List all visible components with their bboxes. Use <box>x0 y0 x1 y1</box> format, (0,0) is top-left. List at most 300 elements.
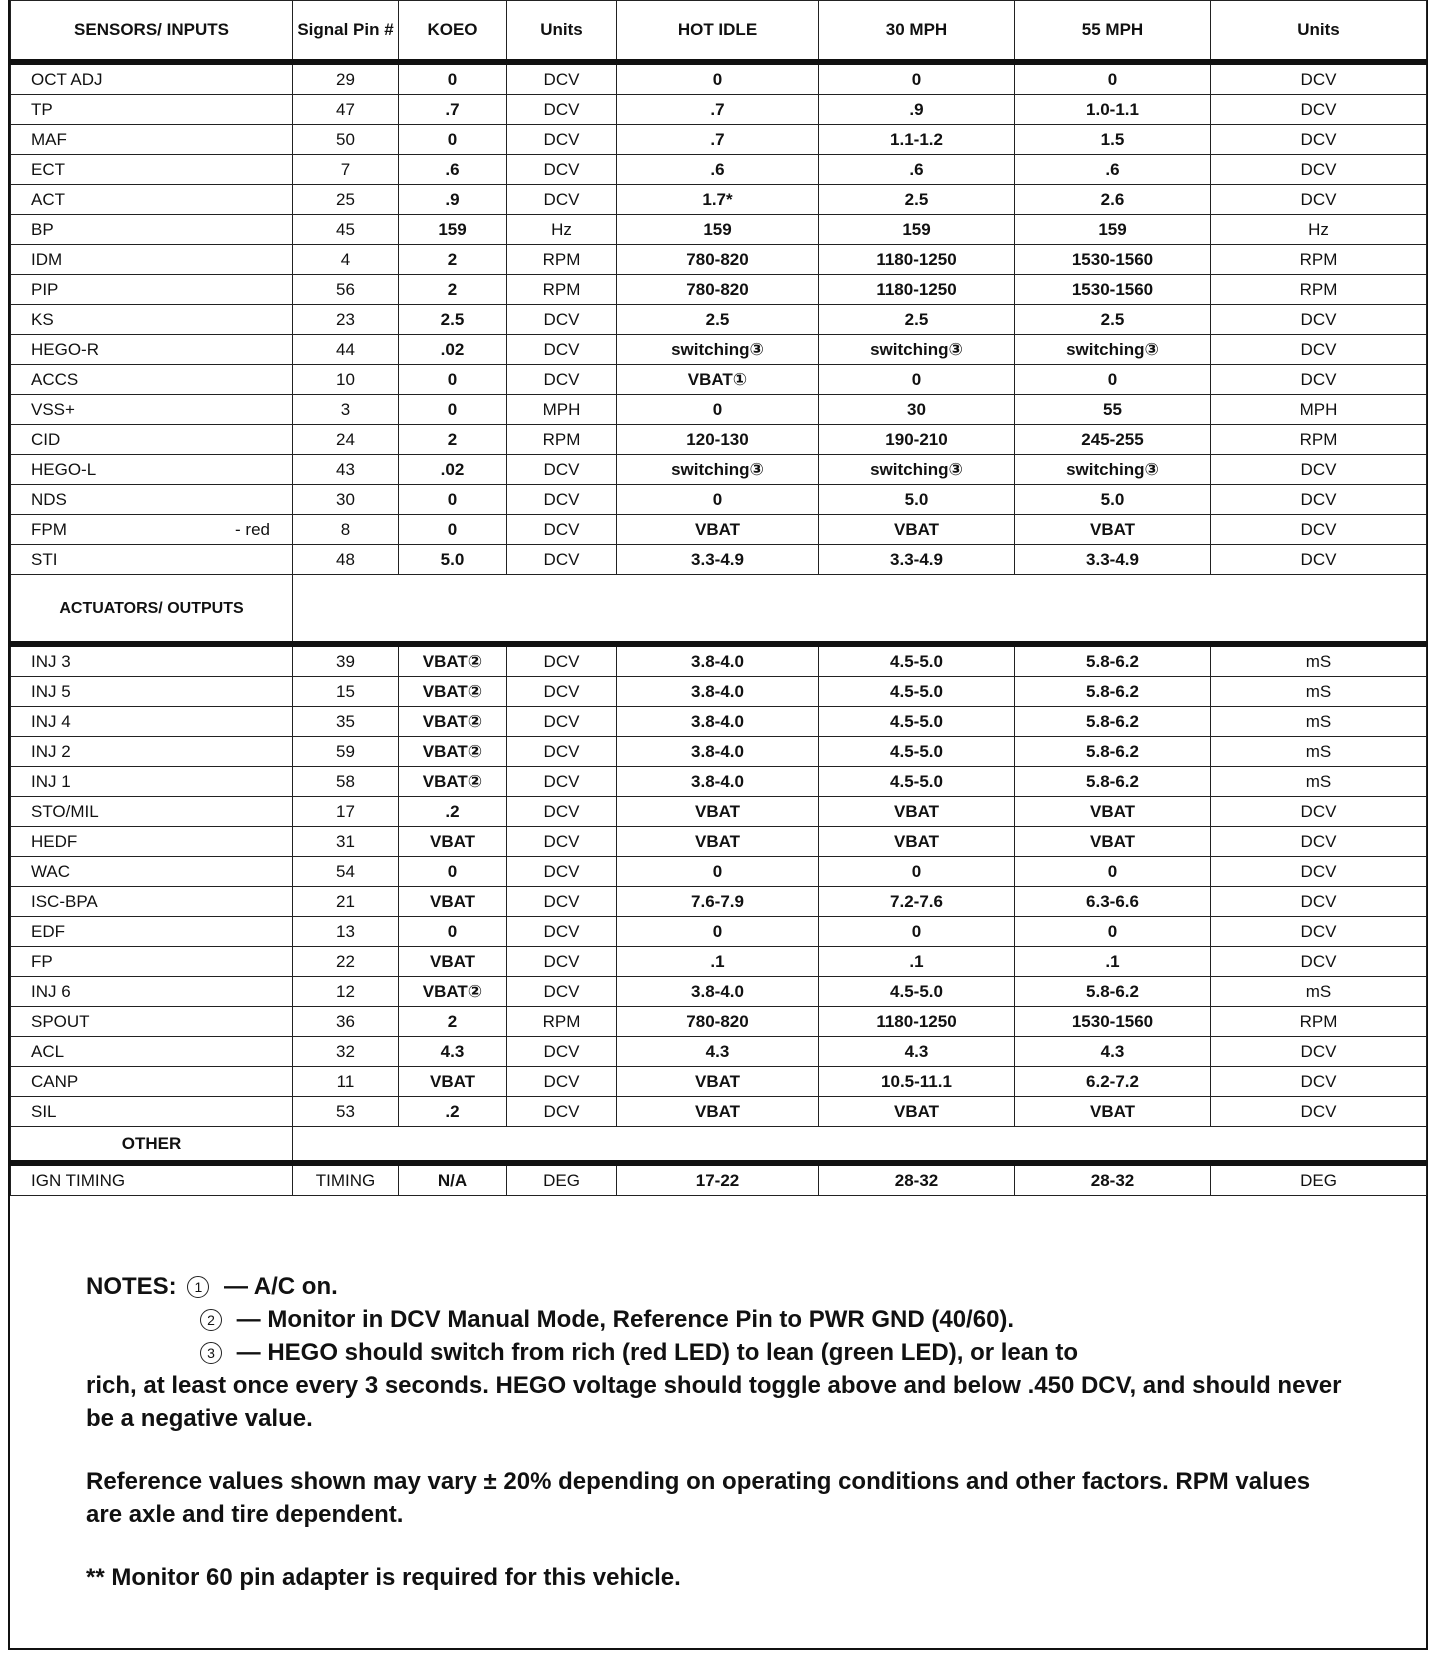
unit-cell: RPM <box>1211 1007 1427 1037</box>
value-cell: 0 <box>399 857 507 887</box>
table-row <box>11 365 1427 395</box>
value-cell: 245-255 <box>1015 425 1211 455</box>
value-cell: 2 <box>399 425 507 455</box>
signal-name: ACCS <box>11 365 293 395</box>
unit-cell: MPH <box>1211 395 1427 425</box>
value-cell: 5.8-6.2 <box>1015 707 1211 737</box>
unit-cell: DCV <box>1211 335 1427 365</box>
value-cell: 17-22 <box>617 1163 819 1196</box>
value-cell: 4.5-5.0 <box>819 767 1015 797</box>
unit-cell: RPM <box>507 1007 617 1037</box>
signal-name: MAF <box>11 125 293 155</box>
unit-cell: DCV <box>1211 155 1427 185</box>
value-cell: VBAT <box>399 887 507 917</box>
value-cell: 1530-1560 <box>1015 245 1211 275</box>
unit-cell: RPM <box>1211 425 1427 455</box>
pin-number: 56 <box>293 275 399 305</box>
other-section <box>11 1127 1427 1164</box>
circled-number-icon: 1 <box>187 1276 209 1298</box>
actuators-heading: ACTUATORS/ OUTPUTS <box>11 575 293 645</box>
value-cell: VBAT <box>617 515 819 545</box>
unit-cell: DCV <box>507 1067 617 1097</box>
reference-values-table <box>10 0 1427 1196</box>
col-header: Signal Pin # <box>293 1 399 63</box>
section-row <box>11 575 1427 645</box>
value-cell: 2.5 <box>617 305 819 335</box>
value-cell: 780-820 <box>617 245 819 275</box>
value-cell: 4.3 <box>819 1037 1015 1067</box>
value-cell: 0 <box>1015 917 1211 947</box>
notes-block <box>86 1270 1346 1594</box>
pin-number: 54 <box>293 857 399 887</box>
pin-number: 11 <box>293 1067 399 1097</box>
value-cell: 1180-1250 <box>819 1007 1015 1037</box>
value-cell: .7 <box>617 125 819 155</box>
header-row <box>11 1 1427 63</box>
unit-cell: DCV <box>507 515 617 545</box>
table-row <box>11 155 1427 185</box>
value-cell: 5.0 <box>819 485 1015 515</box>
value-cell: VBAT① <box>617 365 819 395</box>
signal-name: HEDF <box>11 827 293 857</box>
signal-name: OCT ADJ <box>11 62 293 95</box>
signal-name: CANP <box>11 1067 293 1097</box>
value-cell: 3.3-4.9 <box>617 545 819 575</box>
value-cell: .6 <box>819 155 1015 185</box>
table-row <box>11 395 1427 425</box>
pin-number: 35 <box>293 707 399 737</box>
unit-cell: DCV <box>507 155 617 185</box>
pin-number: 17 <box>293 797 399 827</box>
pin-number: 10 <box>293 365 399 395</box>
unit-cell: mS <box>1211 677 1427 707</box>
table-row <box>11 737 1427 767</box>
signal-name: BP <box>11 215 293 245</box>
pin-number: 43 <box>293 455 399 485</box>
value-cell: .1 <box>1015 947 1211 977</box>
unit-cell: DCV <box>1211 185 1427 215</box>
value-cell: 1.1-1.2 <box>819 125 1015 155</box>
signal-name: INJ 2 <box>11 737 293 767</box>
value-cell: 780-820 <box>617 1007 819 1037</box>
table-row <box>11 245 1427 275</box>
value-cell: 2.5 <box>819 185 1015 215</box>
actuators-section <box>11 575 1427 645</box>
signal-name: STI <box>11 545 293 575</box>
unit-cell: DCV <box>507 707 617 737</box>
pin-number: 45 <box>293 215 399 245</box>
diagnostic-sheet <box>8 0 1428 1650</box>
table-row <box>11 125 1427 155</box>
note-text: — HEGO should switch from rich (red LED) to lean (green LED), or lean to <box>236 1339 1079 1366</box>
value-cell: VBAT② <box>399 977 507 1007</box>
pin-number: 13 <box>293 917 399 947</box>
pin-number: 32 <box>293 1037 399 1067</box>
signal-name: SPOUT <box>11 1007 293 1037</box>
unit-cell: DEG <box>507 1163 617 1196</box>
value-cell: .6 <box>1015 155 1211 185</box>
value-cell: 2.5 <box>1015 305 1211 335</box>
value-cell: 2.5 <box>819 305 1015 335</box>
value-cell: 5.8-6.2 <box>1015 767 1211 797</box>
table-row <box>11 275 1427 305</box>
value-cell: .1 <box>617 947 819 977</box>
value-cell: VBAT <box>617 1097 819 1127</box>
table-row <box>11 485 1427 515</box>
pin-number: 30 <box>293 485 399 515</box>
pin-number: 58 <box>293 767 399 797</box>
value-cell: 10.5-11.1 <box>819 1067 1015 1097</box>
value-cell: .6 <box>617 155 819 185</box>
unit-cell: DCV <box>1211 125 1427 155</box>
pin-number: 15 <box>293 677 399 707</box>
signal-name: KS <box>11 305 293 335</box>
value-cell: 0 <box>617 857 819 887</box>
value-cell: 3.8-4.0 <box>617 977 819 1007</box>
signal-name: INJ 1 <box>11 767 293 797</box>
pin-number: 12 <box>293 977 399 1007</box>
col-header: KOEO <box>399 1 507 63</box>
value-cell: VBAT② <box>399 677 507 707</box>
value-cell: .2 <box>399 1097 507 1127</box>
table-row <box>11 215 1427 245</box>
col-header: HOT IDLE <box>617 1 819 63</box>
value-cell: 0 <box>819 917 1015 947</box>
value-cell: .02 <box>399 335 507 365</box>
unit-cell: DCV <box>1211 1097 1427 1127</box>
value-cell: 3.8-4.0 <box>617 677 819 707</box>
pin-number: 25 <box>293 185 399 215</box>
value-cell: .2 <box>399 797 507 827</box>
value-cell: 1.5 <box>1015 125 1211 155</box>
value-cell: 4.5-5.0 <box>819 677 1015 707</box>
pin-number: 3 <box>293 395 399 425</box>
value-cell: 159 <box>819 215 1015 245</box>
unit-cell: RPM <box>507 245 617 275</box>
signal-name: EDF <box>11 917 293 947</box>
note-3-continued: rich, at least once every 3 seconds. HEGO voltage should toggle above and below .450 DCV, and should never be a negative value. <box>86 1372 1342 1432</box>
value-cell: switching③ <box>617 455 819 485</box>
table-row <box>11 1037 1427 1067</box>
unit-cell: DCV <box>507 185 617 215</box>
signal-name: ISC-BPA <box>11 887 293 917</box>
table-row <box>11 1163 1427 1196</box>
unit-cell: DCV <box>507 125 617 155</box>
unit-cell: Hz <box>1211 215 1427 245</box>
reference-note: Reference values shown may vary ± 20% depending on operating conditions and other factors. RPM values are axle and tire dependent. <box>86 1468 1311 1528</box>
pin-number: 53 <box>293 1097 399 1127</box>
value-cell: 5.8-6.2 <box>1015 977 1211 1007</box>
note-text: — Monitor in DCV Manual Mode, Reference Pin to PWR GND (40/60). <box>236 1306 1015 1333</box>
value-cell: 5.8-6.2 <box>1015 737 1211 767</box>
value-cell: 4.3 <box>1015 1037 1211 1067</box>
table-row <box>11 335 1427 365</box>
value-cell: 4.5-5.0 <box>819 977 1015 1007</box>
unit-cell: DCV <box>507 1037 617 1067</box>
table-row <box>11 857 1427 887</box>
circled-number-icon: 3 <box>200 1342 222 1364</box>
note-1 <box>86 1270 1346 1303</box>
unit-cell: DCV <box>507 917 617 947</box>
pin-number: TIMING <box>293 1163 399 1196</box>
unit-cell: DCV <box>507 305 617 335</box>
unit-cell: mS <box>1211 737 1427 767</box>
note-text: — A/C on. <box>224 1273 338 1300</box>
unit-cell: DCV <box>1211 365 1427 395</box>
unit-cell: DCV <box>507 455 617 485</box>
unit-cell: DCV <box>507 827 617 857</box>
value-cell: 4.5-5.0 <box>819 644 1015 677</box>
value-cell: 3.8-4.0 <box>617 767 819 797</box>
value-cell: VBAT② <box>399 737 507 767</box>
value-cell: .7 <box>399 95 507 125</box>
value-cell: VBAT <box>1015 515 1211 545</box>
unit-cell: RPM <box>507 425 617 455</box>
value-cell: 159 <box>399 215 507 245</box>
unit-cell: mS <box>1211 767 1427 797</box>
value-cell: 780-820 <box>617 275 819 305</box>
value-cell: 0 <box>399 917 507 947</box>
other-heading: OTHER <box>11 1127 293 1164</box>
value-cell: VBAT <box>399 827 507 857</box>
value-cell: 2 <box>399 1007 507 1037</box>
value-cell: 0 <box>1015 62 1211 95</box>
signal-name: WAC <box>11 857 293 887</box>
unit-cell: DCV <box>507 767 617 797</box>
value-cell: 3.3-4.9 <box>819 545 1015 575</box>
section-row <box>11 1127 1427 1164</box>
section-blank <box>293 575 1427 645</box>
pin-number: 29 <box>293 62 399 95</box>
unit-cell: DCV <box>507 485 617 515</box>
unit-cell: DCV <box>507 644 617 677</box>
table-row <box>11 917 1427 947</box>
unit-cell: DCV <box>1211 947 1427 977</box>
value-cell: .02 <box>399 455 507 485</box>
value-cell: VBAT <box>1015 827 1211 857</box>
unit-cell: MPH <box>507 395 617 425</box>
unit-cell: mS <box>1211 644 1427 677</box>
value-cell: 0 <box>399 395 507 425</box>
wire-color-label: - red <box>235 519 270 539</box>
pin-number: 31 <box>293 827 399 857</box>
value-cell: VBAT② <box>399 707 507 737</box>
unit-cell: DCV <box>507 365 617 395</box>
value-cell: VBAT <box>819 515 1015 545</box>
note-2 <box>86 1303 1346 1336</box>
pin-number: 48 <box>293 545 399 575</box>
table-row <box>11 767 1427 797</box>
table-row <box>11 707 1427 737</box>
unit-cell: DCV <box>1211 1037 1427 1067</box>
unit-cell: Hz <box>507 215 617 245</box>
value-cell: 4.5-5.0 <box>819 707 1015 737</box>
value-cell: 5.0 <box>399 545 507 575</box>
unit-cell: DCV <box>1211 857 1427 887</box>
value-cell: 6.2-7.2 <box>1015 1067 1211 1097</box>
unit-cell: DCV <box>507 62 617 95</box>
value-cell: 0 <box>819 62 1015 95</box>
value-cell: .9 <box>399 185 507 215</box>
section-blank <box>293 1127 1427 1164</box>
value-cell: 28-32 <box>819 1163 1015 1196</box>
signal-name: PIP <box>11 275 293 305</box>
value-cell: .1 <box>819 947 1015 977</box>
table-row <box>11 1097 1427 1127</box>
unit-cell: DCV <box>1211 545 1427 575</box>
table-row <box>11 677 1427 707</box>
signal-name: INJ 4 <box>11 707 293 737</box>
unit-cell: RPM <box>1211 275 1427 305</box>
pin-number: 21 <box>293 887 399 917</box>
value-cell: 0 <box>617 62 819 95</box>
actuator-rows <box>11 644 1427 1127</box>
unit-cell: DCV <box>1211 917 1427 947</box>
signal-name: IDM <box>11 245 293 275</box>
unit-cell: DCV <box>507 977 617 1007</box>
value-cell: 3.8-4.0 <box>617 707 819 737</box>
unit-cell: DCV <box>1211 455 1427 485</box>
value-cell: VBAT <box>819 1097 1015 1127</box>
value-cell: 6.3-6.6 <box>1015 887 1211 917</box>
value-cell: 2.6 <box>1015 185 1211 215</box>
pin-number: 44 <box>293 335 399 365</box>
value-cell: 1.7* <box>617 185 819 215</box>
value-cell: switching③ <box>819 455 1015 485</box>
table-row <box>11 185 1427 215</box>
value-cell: VBAT <box>819 827 1015 857</box>
unit-cell: DCV <box>1211 62 1427 95</box>
col-header: 55 MPH <box>1015 1 1211 63</box>
sensor-rows <box>11 62 1427 575</box>
signal-name: TP <box>11 95 293 125</box>
value-cell: VBAT <box>819 797 1015 827</box>
value-cell: N/A <box>399 1163 507 1196</box>
unit-cell: DCV <box>507 545 617 575</box>
value-cell: 190-210 <box>819 425 1015 455</box>
value-cell: 55 <box>1015 395 1211 425</box>
pin-number: 8 <box>293 515 399 545</box>
value-cell: 7.6-7.9 <box>617 887 819 917</box>
pin-number: 24 <box>293 425 399 455</box>
table-row <box>11 1007 1427 1037</box>
value-cell: 0 <box>399 62 507 95</box>
value-cell: 4.5-5.0 <box>819 737 1015 767</box>
value-cell: VBAT <box>617 1067 819 1097</box>
unit-cell: DCV <box>507 677 617 707</box>
adapter-note: ** Monitor 60 pin adapter is required for this vehicle. <box>86 1564 681 1591</box>
value-cell: switching③ <box>1015 335 1211 365</box>
pin-number: 50 <box>293 125 399 155</box>
signal-name: ECT <box>11 155 293 185</box>
value-cell: VBAT <box>1015 1097 1211 1127</box>
pin-number: 59 <box>293 737 399 767</box>
value-cell: 159 <box>1015 215 1211 245</box>
value-cell: 0 <box>617 917 819 947</box>
value-cell: .9 <box>819 95 1015 125</box>
table-row <box>11 1067 1427 1097</box>
other-rows <box>11 1163 1427 1196</box>
signal-name: HEGO-L <box>11 455 293 485</box>
col-header: Units <box>507 1 617 63</box>
signal-name: INJ 6 <box>11 977 293 1007</box>
signal-name: STO/MIL <box>11 797 293 827</box>
unit-cell: RPM <box>1211 245 1427 275</box>
signal-name: SIL <box>11 1097 293 1127</box>
signal-name: CID <box>11 425 293 455</box>
table-row <box>11 947 1427 977</box>
value-cell: switching③ <box>1015 455 1211 485</box>
value-cell: 1.0-1.1 <box>1015 95 1211 125</box>
signal-name: NDS <box>11 485 293 515</box>
note-3 <box>86 1336 1346 1369</box>
unit-cell: DCV <box>1211 485 1427 515</box>
value-cell: switching③ <box>819 335 1015 365</box>
unit-cell: DCV <box>507 857 617 887</box>
unit-cell: DCV <box>507 95 617 125</box>
value-cell: 5.8-6.2 <box>1015 677 1211 707</box>
value-cell: 0 <box>819 365 1015 395</box>
value-cell: 5.0 <box>1015 485 1211 515</box>
value-cell: 7.2-7.6 <box>819 887 1015 917</box>
value-cell: 0 <box>1015 857 1211 887</box>
pin-number: 23 <box>293 305 399 335</box>
signal-name: INJ 3 <box>11 644 293 677</box>
unit-cell: DCV <box>1211 95 1427 125</box>
value-cell: 0 <box>399 485 507 515</box>
unit-cell: DCV <box>507 737 617 767</box>
value-cell: 159 <box>617 215 819 245</box>
col-header: 30 MPH <box>819 1 1015 63</box>
value-cell: VBAT <box>617 797 819 827</box>
value-cell: VBAT② <box>399 644 507 677</box>
value-cell: 120-130 <box>617 425 819 455</box>
unit-cell: DCV <box>1211 1067 1427 1097</box>
table-row <box>11 455 1427 485</box>
signal-name: IGN TIMING <box>11 1163 293 1196</box>
value-cell: 3.8-4.0 <box>617 644 819 677</box>
value-cell: switching③ <box>617 335 819 365</box>
pin-number: 39 <box>293 644 399 677</box>
value-cell: 3.8-4.0 <box>617 737 819 767</box>
col-header: SENSORS/ INPUTS <box>11 1 293 63</box>
signal-name: FP <box>11 947 293 977</box>
unit-cell: RPM <box>507 275 617 305</box>
notes-label: NOTES: <box>86 1273 177 1300</box>
table-row <box>11 515 1427 545</box>
signal-name: ACL <box>11 1037 293 1067</box>
value-cell: .7 <box>617 95 819 125</box>
signal-name: HEGO-R <box>11 335 293 365</box>
pin-number: 4 <box>293 245 399 275</box>
value-cell: VBAT② <box>399 767 507 797</box>
unit-cell: DCV <box>507 887 617 917</box>
table-row <box>11 887 1427 917</box>
value-cell: 3.3-4.9 <box>1015 545 1211 575</box>
unit-cell: DCV <box>507 1097 617 1127</box>
unit-cell: DCV <box>1211 515 1427 545</box>
pin-number: 7 <box>293 155 399 185</box>
value-cell: 0 <box>617 485 819 515</box>
value-cell: 4.3 <box>399 1037 507 1067</box>
col-header: Units <box>1211 1 1427 63</box>
pin-number: 22 <box>293 947 399 977</box>
value-cell: 0 <box>399 515 507 545</box>
value-cell: 1530-1560 <box>1015 1007 1211 1037</box>
unit-cell: DEG <box>1211 1163 1427 1196</box>
value-cell: 30 <box>819 395 1015 425</box>
value-cell: 2 <box>399 275 507 305</box>
